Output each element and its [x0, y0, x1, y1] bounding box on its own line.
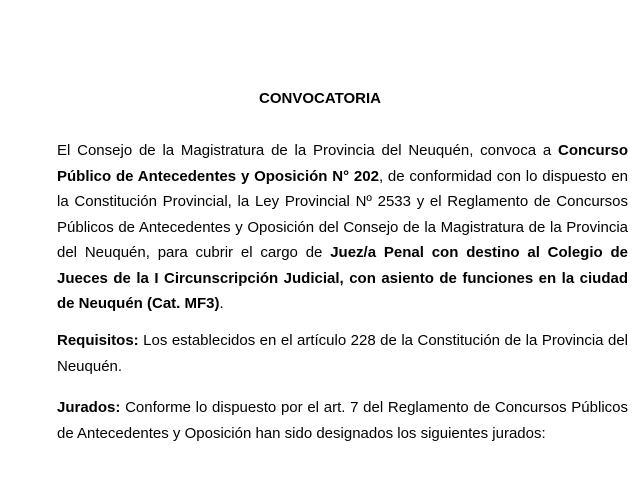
requisitos-text: Los establecidos en el artículo 228 de la Constitución de la Provincia del Neuquén.	[57, 332, 628, 375]
jurados-paragraph	[57, 395, 628, 446]
jurados-text: Conforme lo dispuesto por el art. 7 del Reglamento de Concursos Públicos de Antecedentes y Oposición han sido designados los siguientes jurados:	[57, 399, 628, 442]
requisitos-label: Requisitos:	[57, 332, 139, 349]
intro-text-2: , de conformidad con lo dispuesto en la Constitución Provincial, la Ley Provincial Nº 2533 y el Reglamento de Concursos Públicos de Antecedentes y Oposición del Consejo de la Magistratura de la Provincia del Neuquén, para cubrir el cargo de	[57, 167, 629, 261]
intro-paragraph	[57, 138, 628, 317]
intro-text-1: El Consejo de la Magistratura de la Provincia del Neuquén, convoca a	[57, 142, 558, 159]
concurso-name: Concurso Público de Antecedentes y Oposición N° 202	[57, 142, 628, 185]
cargo-name: Juez/a Penal con destino al Colegio de Jueces de la I Circunscripción Judicial, con asiento de funciones en la ciudad de Neuquén (Cat. MF3)	[57, 244, 628, 312]
requisitos-paragraph	[57, 328, 628, 379]
jurados-label: Jurados:	[57, 399, 121, 416]
intro-text-3: .	[219, 295, 224, 312]
document-title: CONVOCATORIA	[259, 90, 381, 107]
